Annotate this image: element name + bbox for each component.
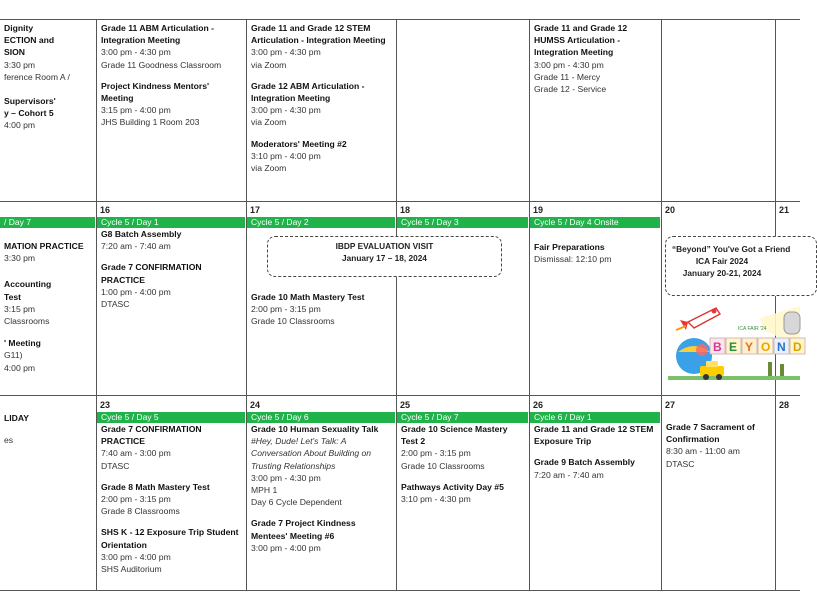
event[interactable]	[247, 22, 395, 71]
letter-o: O	[761, 340, 771, 354]
event[interactable]	[97, 261, 245, 310]
ibdp-visit-banner[interactable]	[267, 236, 502, 277]
event-location: Grade 11 - Mercy	[534, 71, 601, 82]
event-location: Grade 12 - Service	[534, 84, 607, 95]
cycle-badge: Cycle 5 / Day 5	[97, 412, 245, 423]
event[interactable]	[247, 291, 395, 328]
cycle-badge: Cycle 5 / Day 6	[247, 412, 395, 423]
event-time: 3:00 pm - 4:00 pm	[101, 551, 171, 562]
day-number: 21	[779, 205, 790, 215]
event[interactable]	[0, 278, 95, 327]
letter-d: D	[793, 340, 802, 354]
event-time: 3:00 pm - 4:30 pm	[101, 47, 171, 58]
cell-row2-col4	[530, 205, 660, 393]
day-number: 27	[665, 400, 676, 410]
event-title: Grade 7 Sacrament of Confirmation	[666, 422, 755, 445]
event-title: Grade 12 ABM Articulation - Integration Meeting	[251, 80, 365, 104]
event-time: 2:00 pm - 3:15 pm	[401, 448, 471, 459]
event-time: 3:00 pm - 4:30 pm	[534, 59, 604, 70]
rocket-icon	[676, 308, 720, 330]
fair-illustration	[664, 300, 800, 390]
event-title: Project Kindness Mentors' Meeting	[101, 80, 210, 104]
event-time: 3:10 pm - 4:30 pm	[401, 494, 471, 505]
cell-row2-col1	[97, 205, 245, 393]
event-location: Grade 10 Classrooms	[251, 316, 335, 327]
event-location: DTASC	[101, 460, 130, 471]
event-location: ference Room A /	[4, 71, 70, 82]
event-title: SHS K - 12 Exposure Trip Student Orientation	[101, 527, 239, 550]
event-time: 7:20 am - 7:40 am	[101, 241, 171, 252]
event-time: 3:00 pm - 4:30 pm	[251, 47, 321, 58]
cell-row2-col2	[247, 205, 395, 393]
event-title: Moderators' Meeting #2	[251, 138, 347, 149]
event[interactable]	[530, 241, 660, 265]
day-number: 19	[533, 205, 544, 215]
ibdp-title: IBDP EVALUATION VISIT	[335, 241, 434, 251]
event[interactable]	[662, 421, 774, 470]
day-number: 25	[400, 400, 411, 410]
day-number: 16	[100, 205, 111, 215]
event-title: Fair Preparations	[534, 242, 605, 252]
event-location: SHS Auditorium	[101, 564, 162, 575]
event[interactable]	[247, 517, 395, 554]
letter-e: E	[729, 340, 738, 354]
event[interactable]	[97, 22, 245, 71]
event-title: Pathways Activity Day #5	[401, 481, 504, 492]
day-number: 17	[250, 205, 261, 215]
event[interactable]	[397, 481, 528, 505]
day-number: 24	[250, 400, 261, 410]
event-title: Grade 10 Science Mastery Test 2	[401, 424, 508, 447]
event-title: Dignity	[4, 23, 34, 33]
event-time: 1:00 pm - 4:00 pm	[101, 286, 171, 297]
cycle-badge: Cycle 6 / Day 1	[530, 412, 660, 423]
event[interactable]	[247, 138, 395, 175]
day-number: 28	[779, 400, 790, 410]
event-title: Test	[4, 291, 22, 302]
event-time: 7:20 am - 7:40 am	[534, 469, 604, 480]
day-number: 23	[100, 400, 111, 410]
fair-title: “Beyond” You've Got a Friend	[672, 244, 791, 254]
cell-row3-col0	[0, 412, 95, 588]
event-location: via Zoom	[251, 163, 287, 174]
cell-row2-col0	[0, 205, 95, 393]
event-note: Day 6 Cycle Dependent	[251, 497, 342, 508]
day-number: 20	[665, 205, 676, 215]
cell-row3-col5	[662, 400, 774, 589]
event-location: Grade 10 Classrooms	[401, 460, 485, 471]
event-time: 3:00 pm - 4:30 pm	[251, 105, 321, 116]
event-location: JHS Building 1 Room 203	[101, 117, 200, 128]
event-location: Grade 8 Classrooms	[101, 506, 180, 517]
event[interactable]	[0, 240, 95, 264]
event[interactable]	[530, 456, 660, 480]
event[interactable]	[530, 423, 660, 447]
event-location: G11)	[4, 350, 23, 361]
cycle-badge: Cycle 5 / Day 3	[397, 217, 528, 228]
event-time: 3:10 pm - 4:00 pm	[251, 150, 321, 161]
event-title: Grade 10 Math Mastery Test	[251, 292, 365, 302]
fair-banner-small: ICA FAIR '24	[738, 326, 767, 332]
event-title: Grade 9 Batch Assembly	[534, 457, 635, 468]
event[interactable]	[97, 481, 245, 518]
cell-row1-col2	[247, 22, 395, 200]
event-title: Grade 7 Project Kindness Mentees' Meeting #6	[251, 518, 356, 541]
event-time: 7:40 am - 3:00 pm	[101, 448, 171, 459]
event-title: MATION PRACTICE	[4, 241, 84, 251]
event-title: Grade 11 ABM Articulation - Integration Meeting	[101, 23, 215, 46]
ibdp-dates: January 17 – 18, 2024	[342, 253, 427, 263]
event-title: Accounting	[4, 279, 52, 290]
cell-row3-col1	[97, 400, 245, 589]
event-time: 4:00 pm	[4, 362, 36, 373]
event-location: DTASC	[666, 458, 695, 469]
event-time: 3:00 pm - 4:00 pm	[251, 542, 321, 553]
spotlight-icon	[784, 312, 800, 334]
fair-subtitle: ICA Fair 2024	[695, 256, 749, 266]
event-title: Grade 11 and Grade 12 STEM Articulation - Integration Meeting	[251, 23, 386, 46]
cycle-badge: Cycle 5 / Day 1	[97, 217, 245, 228]
event[interactable]	[97, 526, 245, 575]
event-subtitle: #Hey, Dude! Let's Talk: A Conversation About Building on Trusting Relationships	[251, 436, 372, 471]
event[interactable]	[0, 22, 95, 83]
event-title: ' Meeting	[4, 338, 41, 349]
event-title: G8 Batch Assembly	[101, 229, 182, 239]
day-number: 26	[533, 400, 544, 410]
cell-row3-col6	[776, 400, 800, 589]
event-title: Supervisors'	[4, 96, 56, 107]
event-title: y – Cohort 5	[4, 108, 54, 119]
event-time: 2:00 pm - 3:15 pm	[101, 494, 171, 505]
event[interactable]	[247, 80, 395, 129]
cycle-badge: / Day 7	[0, 217, 95, 228]
event-time: Dismissal: 12:10 pm	[534, 254, 612, 265]
event-location: MPH 1	[251, 485, 278, 496]
event-location: Classrooms	[4, 316, 50, 327]
event-title: ECTION and	[4, 35, 55, 46]
event-location: via Zoom	[251, 59, 287, 70]
cell-row1-col4	[530, 22, 660, 200]
beyond-blocks	[710, 338, 805, 354]
letter-n: N	[777, 340, 786, 354]
day-number: 18	[400, 205, 411, 215]
cell-row3-col4	[530, 400, 660, 589]
event[interactable]	[247, 423, 395, 508]
ica-fair-banner[interactable]	[665, 236, 817, 296]
event-time: 2:00 pm - 3:15 pm	[251, 304, 321, 315]
event-time: 3:30 pm	[4, 59, 36, 70]
event-time: 4:00 pm	[4, 120, 36, 131]
event-title: Grade 7 CONFIRMATION PRACTICE	[101, 424, 202, 447]
event-title: Grade 10 Human Sexuality Talk	[251, 424, 379, 434]
event-title: Grade 11 and Grade 12 STEM Exposure Trip	[534, 424, 654, 447]
cycle-badge: Cycle 5 / Day 2	[247, 217, 395, 228]
event-time: 3:15 pm	[4, 303, 36, 314]
cycle-badge: Cycle 5 / Day 7	[397, 412, 528, 423]
event-time: 3:30 pm	[4, 253, 36, 264]
cycle-badge: Cycle 5 / Day 4 Onsite	[530, 217, 660, 228]
event[interactable]	[0, 412, 95, 446]
event[interactable]	[397, 423, 528, 472]
letter-y: Y	[745, 340, 754, 354]
event-time: 3:15 pm - 4:00 pm	[101, 105, 171, 116]
event-location: via Zoom	[251, 117, 287, 128]
cell-row1-col1	[97, 22, 245, 200]
event[interactable]	[0, 95, 95, 132]
fair-dates: January 20-21, 2024	[682, 268, 762, 278]
letter-b: B	[713, 340, 722, 354]
event-title: Grade 11 and Grade 12 HUMSS Articulation - Integration Meeting	[534, 23, 628, 58]
cell-row2-col3	[397, 205, 528, 393]
event-time: 3:00 pm - 4:30 pm	[251, 472, 321, 483]
event[interactable]	[97, 228, 245, 252]
event-title: Grade 7 CONFIRMATION PRACTICE	[101, 262, 202, 285]
event[interactable]	[530, 22, 660, 95]
cell-row3-col3	[397, 400, 528, 589]
event[interactable]	[97, 423, 245, 472]
event-title: LIDAY	[4, 413, 29, 423]
cell-row1-col0	[0, 22, 95, 200]
event[interactable]	[97, 80, 245, 129]
event-location: DTASC	[101, 299, 130, 310]
event-title: Grade 8 Math Mastery Test	[101, 481, 210, 492]
event[interactable]	[0, 337, 95, 374]
event-title: SION	[4, 47, 26, 58]
event-location: Grade 11 Goodness Classroom	[101, 59, 222, 70]
cell-row3-col2	[247, 400, 395, 589]
event-time: 8:30 am - 11:00 am	[666, 446, 740, 457]
event-detail: es	[4, 435, 14, 446]
